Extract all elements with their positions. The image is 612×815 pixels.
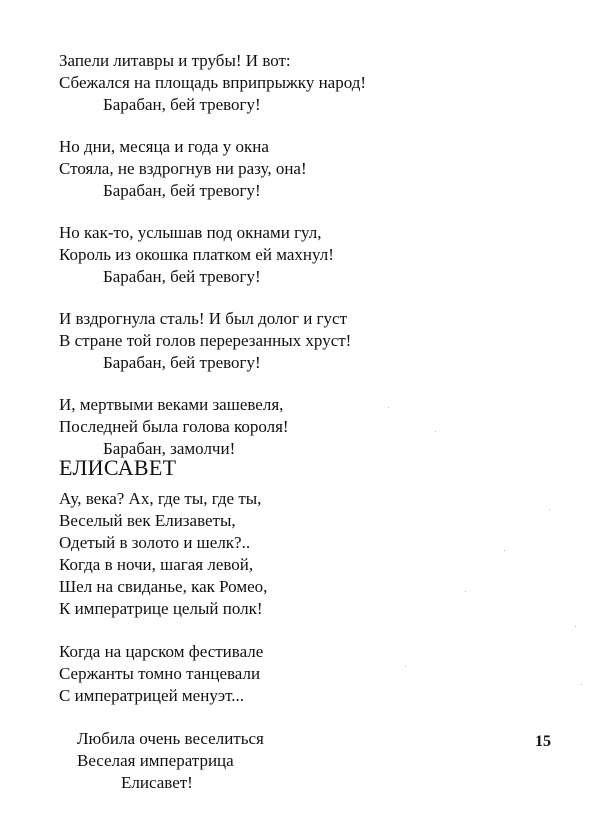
poem-line: Любила очень веселиться bbox=[77, 729, 264, 748]
poem-line: Когда в ночи, шагая левой, bbox=[59, 555, 254, 574]
poem-line: Запели литавры и трубы! И вот: bbox=[59, 51, 291, 70]
paper-speck bbox=[504, 550, 505, 551]
poem-line: Но дни, месяца и года у окна bbox=[59, 137, 269, 156]
poem-line: Веселая императрица bbox=[77, 751, 234, 770]
poem-line: Одетый в золото и шелк?.. bbox=[59, 533, 251, 552]
paper-speck bbox=[465, 591, 466, 592]
poem-line: И, мертвыми веками зашевеля, bbox=[59, 395, 284, 414]
page-number: 15 bbox=[535, 733, 551, 750]
poem-line: С императрицей менуэт... bbox=[59, 686, 245, 705]
paper-speck bbox=[575, 626, 576, 627]
paper-speck bbox=[581, 684, 582, 685]
refrain-line: Барабан, бей тревогу! bbox=[103, 353, 261, 372]
poem-line: Шел на свиданье, как Ромео, bbox=[59, 577, 268, 596]
refrain-line: Барабан, замолчи! bbox=[103, 439, 236, 458]
poem-line: Сержанты томно танцевали bbox=[59, 664, 261, 683]
paper-speck bbox=[405, 666, 406, 667]
poem-line: Ау, века? Ах, где ты, где ты, bbox=[59, 489, 262, 508]
poem-line: В стране той голов перерезанных хруст! bbox=[59, 331, 352, 350]
poem-line: Стояла, не вздрогнув ни разу, она! bbox=[59, 159, 307, 178]
poem-title: ЕЛИСАВЕТ bbox=[59, 455, 177, 480]
stanza bbox=[59, 222, 499, 288]
stanza bbox=[59, 308, 499, 374]
stanza bbox=[59, 488, 499, 620]
poem-elisavet bbox=[59, 488, 499, 815]
paper-speck bbox=[435, 431, 436, 432]
poem-continuation bbox=[59, 50, 499, 480]
poem-line: И вздрогнула сталь! И был долог и густ bbox=[59, 309, 347, 328]
poem-line: Король из окошка платком ей махнул! bbox=[59, 245, 334, 264]
poem-line: К императрице целый полк! bbox=[59, 599, 263, 618]
paper-speck bbox=[549, 509, 550, 510]
stanza bbox=[59, 394, 499, 460]
poem-line: Но как-то, услышав под окнами гул, bbox=[59, 223, 322, 242]
refrain-line: Барабан, бей тревогу! bbox=[103, 181, 261, 200]
refrain-line: Барабан, бей тревогу! bbox=[103, 95, 261, 114]
final-stanza bbox=[77, 728, 499, 794]
poem-line: Когда на царском фестивале bbox=[59, 642, 264, 661]
poem-line: Веселый век Елизаветы, bbox=[59, 511, 236, 530]
stanza bbox=[59, 50, 499, 116]
poem-line: Елисавет! bbox=[121, 773, 193, 792]
stanza bbox=[59, 136, 499, 202]
refrain-line: Барабан, бей тревогу! bbox=[103, 267, 261, 286]
stanza bbox=[59, 641, 499, 707]
poem-line: Сбежался на площадь вприпрыжку народ! bbox=[59, 73, 367, 92]
paper-speck bbox=[388, 407, 389, 408]
poem-line: Последней была голова короля! bbox=[59, 417, 289, 436]
